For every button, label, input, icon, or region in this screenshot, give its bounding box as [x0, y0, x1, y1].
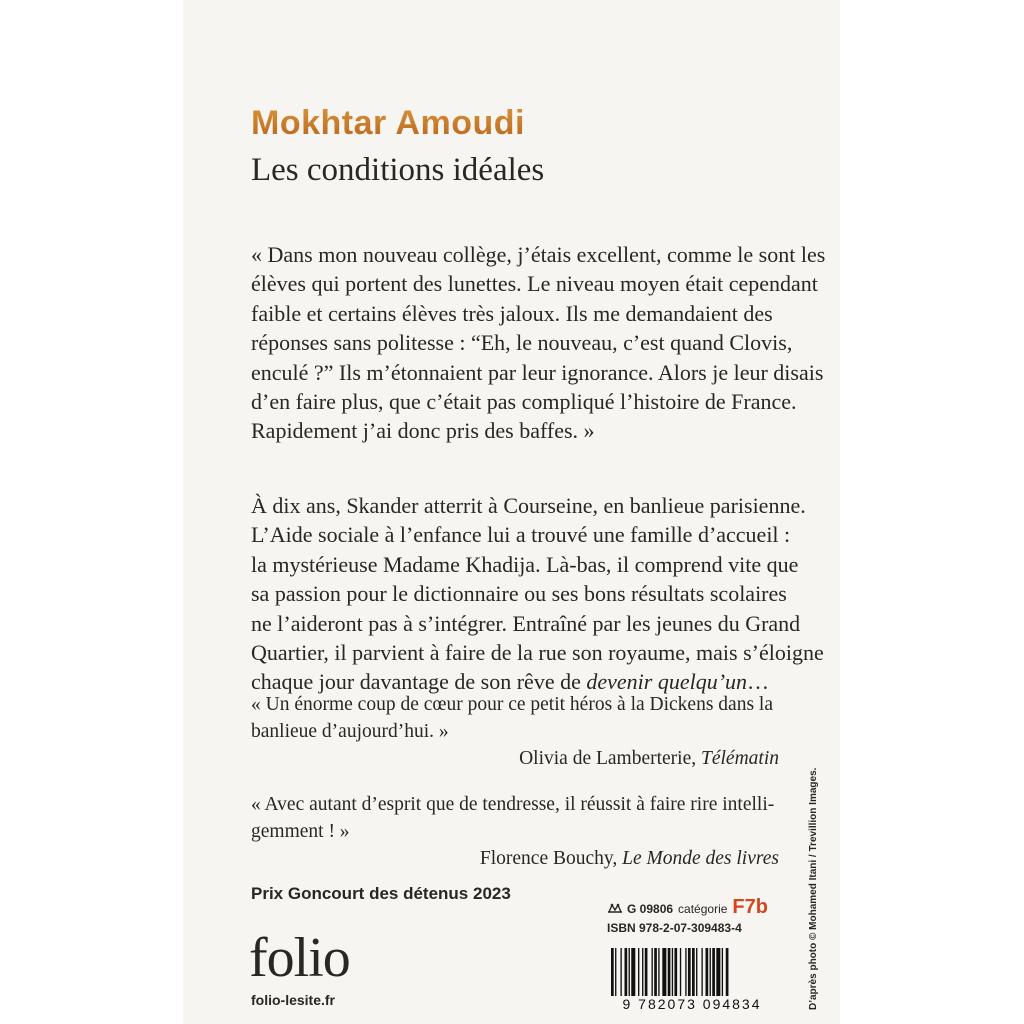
summary-ellipsis: …: [747, 669, 770, 695]
press-quote-1: [251, 691, 781, 772]
summary-line: ne l’aideront pas à s’intégrer. Entraîné par les jeunes du Grand: [251, 610, 801, 636]
publisher-logo: folio: [249, 927, 350, 989]
excerpt-line: réponses sans politesse : “Eh, le nouveau, c’est quand Clovis,: [251, 330, 793, 356]
summary-line: la mystérieuse Madame Khadija. Là-bas, il comprend vite que: [251, 551, 799, 577]
quote-line: gemment ! »: [251, 821, 350, 842]
quote-source: Télématin: [701, 748, 779, 769]
author-name: Mokhtar Amoudi: [251, 104, 525, 142]
publisher-website: folio-lesite.fr: [251, 992, 336, 1008]
book-title: Les conditions idéales: [251, 152, 545, 188]
excerpt-line: faible et certains élèves très jaloux. Ils me demandaient des: [251, 300, 773, 326]
summary-line: sa passion pour le dictionnaire ou ses bons résultats scolaires: [251, 581, 787, 607]
quote-source: Le Monde des livres: [622, 848, 779, 869]
barcode-digits: 9 782073 094834: [607, 996, 777, 1012]
summary-line: Quartier, il parvient à faire de la rue son royaume, mais s’éloigne: [251, 640, 824, 666]
quote-line: « Avec autant d’esprit que de tendresse, il réussit à faire rire intelli-: [251, 794, 775, 815]
prize-label: Prix Goncourt des détenus 2023: [251, 884, 511, 903]
book-metadata: [607, 896, 777, 935]
category-label: catégorie: [678, 902, 728, 916]
quote-attribution: [251, 845, 781, 872]
excerpt-line: d’en faire plus, que c’était pas compliqué l’histoire de France.: [251, 389, 797, 415]
catalog-row: [607, 896, 777, 919]
quote-attribution: [251, 745, 781, 772]
publisher-mark-icon: [607, 902, 623, 914]
quote-author: Olivia de Lamberterie,: [519, 748, 701, 769]
quote-author: Florence Bouchy,: [479, 848, 623, 869]
excerpt-line: élèves qui portent des lunettes. Le niveau moyen était cependant: [251, 271, 818, 297]
summary-paragraph: [251, 491, 824, 697]
catalog-code: G 09806: [627, 902, 674, 916]
summary-line: À dix ans, Skander atterrit à Courseine, en banlieue parisienne.: [251, 493, 806, 518]
summary-line: L’Aide sociale à l’enfance lui a trouvé une famille d’accueil :: [251, 522, 791, 548]
quote-line: banlieue d’aujourd’hui. »: [251, 721, 449, 742]
excerpt-line: enculé ?” Ils m’étonnaient par leur ignorance. Alors je leur disais: [251, 359, 824, 385]
excerpt-line: « Dans mon nouveau collège, j’étais excellent, comme le sont les: [251, 242, 826, 267]
isbn: ISBN 978-2-07-309483-4: [607, 921, 742, 935]
excerpt-paragraph: [251, 240, 826, 446]
press-quote-2: [251, 791, 781, 872]
summary-italic-phrase: devenir quelqu’un: [586, 669, 748, 695]
excerpt-line: Rapidement j’ai donc pris des baffes. »: [251, 418, 595, 444]
category-badge: F7b: [732, 896, 768, 918]
photo-credit: D’après photo © Mohamed Itani / Trevillion Images.: [808, 767, 819, 1010]
quote-line: « Un énorme coup de cœur pour ce petit héros à la Dickens dans la: [251, 694, 773, 715]
book-back-cover: [183, 0, 840, 1024]
summary-last-text: chaque jour davantage de son rêve de: [251, 669, 587, 695]
